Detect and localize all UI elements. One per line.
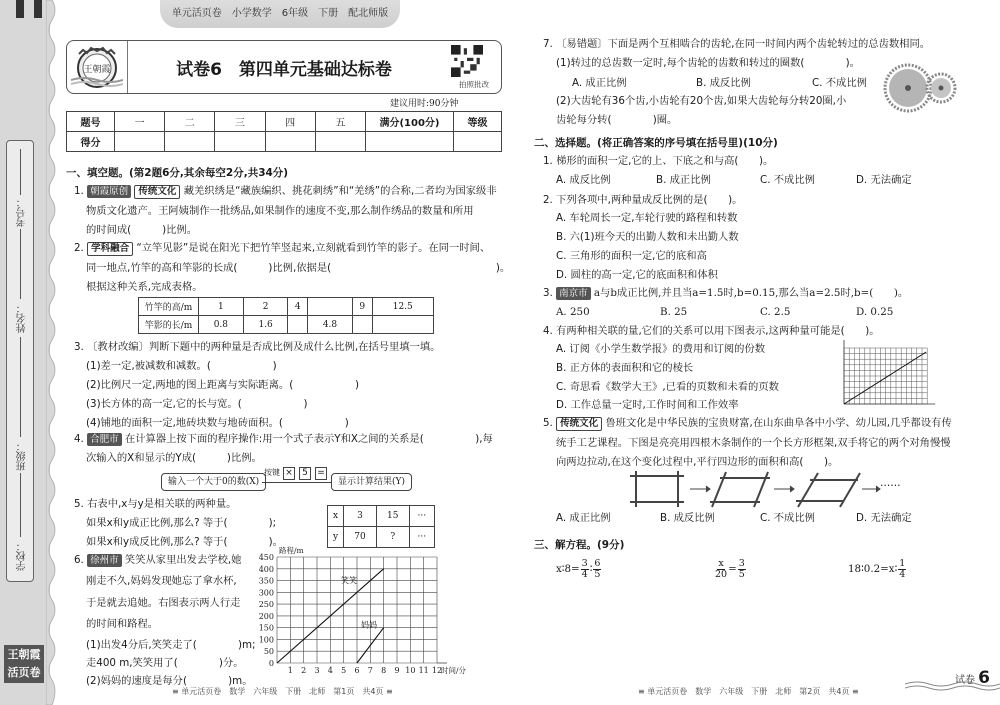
- question-text: 物质文化遗产。王阿姨制作一批绣品,如果制作的速度不变,那么制作绣品的数量和所用: [86, 205, 474, 217]
- five-key[interactable]: 5: [299, 467, 311, 480]
- sub-question: (3)长方体的高一定,它的长与宽。( ): [86, 398, 308, 410]
- question-text: 的时间成( )比例。: [86, 224, 198, 236]
- frame-deformation-diagram: [626, 470, 886, 508]
- option-c[interactable]: C. 奇思看《数学大王》,已看的页数和未看的页数: [556, 381, 779, 393]
- rectangle-frame: [630, 471, 684, 507]
- table-cell: 0.8: [199, 316, 244, 334]
- question-text: 向两边拉动,在这个变化过程中,平行四边形的面积和高( )。: [556, 456, 839, 468]
- x-tick-label: 2: [301, 666, 307, 675]
- option-d[interactable]: D. 0.25: [856, 306, 894, 318]
- option-d[interactable]: D. 无法确定: [856, 174, 912, 186]
- exam-no-field[interactable]: [20, 149, 21, 195]
- source-badge: 徐州市: [87, 554, 122, 567]
- question-text: 〔易错题〕下面是两个互相啮合的齿轮,在同一时间内两个齿轮转过的总齿数相同。: [556, 38, 931, 50]
- page-footer-right: ≡ 单元活页卷 数学 六年级 下册 北师 第2页 共4页 ≡: [638, 687, 859, 696]
- x-tick-label: 10: [405, 666, 416, 675]
- table-cell-blank[interactable]: [308, 298, 353, 316]
- question-text: 同一地点,竹竿的高和竿影的长成( )比例,依据是( )。: [86, 262, 511, 274]
- arrow-icon: [690, 486, 710, 492]
- question-text: 2. 下列各项中,两种量成反比例的是( )。: [543, 194, 743, 206]
- equals-key[interactable]: =: [315, 467, 327, 480]
- score-table-cell: 得分: [67, 132, 115, 152]
- fraction: [581, 559, 589, 580]
- question-text: 4. 有两种相关联的量,它们的关系可以用下图表示,这两种量可能是( )。: [543, 325, 880, 337]
- y-tick-label: 200: [258, 611, 274, 621]
- svg-text:王朝霞: 王朝霞: [83, 65, 111, 75]
- series-label: 笑笑: [341, 575, 357, 585]
- calc-output-box: 显示计算结果(Y): [331, 473, 412, 491]
- option-d[interactable]: D. 圆柱的高一定,它的底面积和体积: [556, 269, 718, 281]
- topic-badge: 学科融合: [87, 242, 133, 256]
- question-number: 5.: [543, 417, 553, 429]
- denominator: 5: [594, 568, 601, 580]
- score-input[interactable]: [454, 132, 502, 152]
- eq-text: x∶8=: [556, 563, 580, 575]
- numerator: 6: [594, 557, 601, 569]
- score-table-row: [67, 132, 502, 152]
- time-hint: 建议用时:90分钟: [390, 99, 459, 109]
- exam-title: 试卷6 第四单元基础达标卷: [176, 60, 392, 80]
- question-text: 于是就去追她。右图表示两人行走: [86, 597, 241, 609]
- brand-line-2: 活页卷: [7, 666, 41, 679]
- calc-input-box: 输入一个大于0的数(X): [161, 473, 266, 491]
- x-tick-label: 5: [341, 666, 347, 675]
- chart-grid: [277, 557, 447, 663]
- flow-line: [262, 482, 332, 483]
- source-badge: 朝霞原创: [87, 185, 131, 198]
- y-tick-label: 50: [263, 647, 274, 657]
- key-label: 按键: [264, 468, 280, 477]
- bamboo-shadow-table: [138, 297, 434, 334]
- y-axis-label: 路程/m: [279, 546, 304, 555]
- question-number: 4.: [74, 433, 84, 445]
- option-a[interactable]: A. 成正比例: [556, 512, 611, 524]
- x-axis-label: 时间/分: [441, 666, 467, 675]
- arrow-icon: [774, 486, 794, 492]
- equation-3: [848, 556, 907, 582]
- publisher-logo-icon: [71, 44, 123, 90]
- table-cell: 4: [288, 298, 308, 316]
- y-tick-label: 400: [258, 564, 274, 574]
- denominator: 4: [581, 568, 588, 580]
- question-number: 3.: [543, 287, 553, 299]
- question-text: 如果x和y成正比例,那么? 等于( );: [86, 517, 277, 529]
- parallelogram-frame: [796, 473, 860, 507]
- numerator: 3: [581, 557, 588, 569]
- question-number: 7.: [543, 38, 553, 50]
- table-cell: 9: [352, 298, 372, 316]
- arrow-icon: [862, 486, 880, 492]
- option-b[interactable]: B. 正方体的表面积和它的棱长: [556, 362, 694, 374]
- question-number: 1.: [74, 185, 84, 197]
- sub-question: (2)妈妈的速度是每分( )m。: [86, 675, 253, 687]
- question-text: “立竿见影”是说在阳光下把竹竿竖起来,立刻就看到竹竿的影子。在同一时间、: [136, 242, 491, 254]
- x-tick-label: 6: [354, 666, 360, 675]
- option-b[interactable]: B. 六(1)班今天的出勤人数和未出勤人数: [556, 231, 739, 243]
- name-label: 姓名：: [17, 303, 28, 333]
- y-tick-label: 0: [268, 659, 274, 668]
- option-b[interactable]: B. 成反比例: [696, 77, 751, 89]
- strip-tab: [16, 0, 24, 18]
- question-text: 齿轮每分转( )圈。: [556, 114, 678, 126]
- section-1-heading: 一、填空题。(第2题6分,其余每空2分,共34分): [66, 167, 289, 179]
- xy-table: [327, 505, 435, 548]
- table-cell: y: [328, 527, 344, 548]
- score-input[interactable]: [265, 132, 315, 152]
- table-cell: 1.6: [243, 316, 288, 334]
- question-text: 〔教材改编〕判断下题中的两种量是否成比例及成什么比例,在括号里填一填。: [87, 341, 441, 353]
- question-text: 的时间和路程。: [86, 618, 159, 630]
- table-cell-blank[interactable]: [352, 316, 372, 334]
- question-5: [74, 497, 236, 511]
- table-cell: 15: [376, 506, 409, 527]
- wavy-edge: [46, 0, 58, 705]
- question-5-choice: [543, 416, 952, 431]
- brand-tag: [4, 645, 44, 683]
- fraction: [715, 559, 727, 580]
- table-row: [328, 506, 435, 527]
- y-tick-label: 100: [258, 635, 274, 645]
- numerator: 3: [738, 557, 745, 569]
- denominator: 4: [899, 568, 906, 580]
- name-field[interactable]: [20, 229, 21, 299]
- school-field[interactable]: [20, 473, 21, 537]
- distance-time-chart: [253, 545, 507, 675]
- option-c[interactable]: C. 三角形的面积一定,它的底和高: [556, 250, 707, 262]
- option-c[interactable]: C. 2.5: [760, 306, 791, 318]
- score-input[interactable]: [215, 132, 265, 152]
- proportion-graph: [840, 338, 940, 408]
- option-a[interactable]: A. 车轮周长一定,车轮行驶的路程和转数: [556, 212, 738, 224]
- score-input[interactable]: [315, 132, 365, 152]
- y-tick-label: 300: [258, 588, 274, 598]
- title-box: [66, 40, 502, 94]
- question-number: 6.: [74, 554, 84, 566]
- option-d[interactable]: D. 无法确定: [856, 512, 912, 524]
- question-number: 2.: [74, 242, 84, 254]
- option-d[interactable]: D. 工作总量一定时,工作时间和工作效率: [556, 399, 739, 411]
- table-row: [139, 298, 434, 316]
- class-label: 班级：: [17, 441, 28, 471]
- question-text: 如果x和y成反比例,那么? 等于( )。: [86, 536, 283, 548]
- table-cell: ···: [409, 506, 434, 527]
- x-tick-label: 1: [287, 666, 293, 675]
- table-cell-blank[interactable]: [372, 316, 433, 334]
- ellipsis: ……: [880, 477, 901, 489]
- equation-1: [556, 556, 602, 582]
- banner-text: 单元活页卷 小学数学 6年级 下册 配北师版: [171, 8, 389, 19]
- score-table-cell: 题号: [67, 112, 115, 132]
- x-tick-label: 11: [418, 666, 429, 675]
- multiply-key[interactable]: ×: [283, 467, 295, 480]
- table-cell: 4.8: [308, 316, 353, 334]
- sub-question: (1)转过的总齿数一定时,每个齿轮的齿数和转过的圈数( )。: [556, 57, 860, 69]
- table-cell: 70: [344, 527, 377, 548]
- x-tick-label: 7: [367, 666, 373, 675]
- qr-code-icon[interactable]: [451, 45, 483, 77]
- strip-tab: [34, 0, 42, 18]
- question-text: 在计算器上按下面的程序操作:用一个式子表示Y和X之间的关系是( ),每: [124, 433, 493, 445]
- fraction: [593, 559, 601, 580]
- question-6: [74, 553, 241, 567]
- parallelogram-frame: [710, 472, 770, 507]
- school-label: 学校：: [17, 541, 28, 571]
- score-table-cell: 二: [165, 112, 215, 132]
- question-text: 藏羌织绣是“藏族编织、挑花刺绣”和“羌绣”的合称,二者均为国家级非: [183, 185, 497, 197]
- topic-badge: 传统文化: [556, 417, 602, 431]
- score-table-cell: 一: [115, 112, 165, 132]
- x-tick-label: 4: [327, 666, 333, 675]
- x-tick-label: 12: [431, 666, 443, 675]
- x-tick-label: 3: [314, 666, 320, 675]
- score-table-cell: 四: [265, 112, 315, 132]
- option-b[interactable]: B. 成正比例: [656, 174, 711, 186]
- score-table-cell: 满分(100分): [366, 112, 454, 132]
- page-footer-left: ≡ 单元活页卷 数学 六年级 下册 北师 第1页 共4页 ≡: [172, 687, 393, 696]
- table-cell: x: [328, 506, 344, 527]
- sub-question: (2)大齿轮有36个齿,小齿轮有20个齿,如果大齿轮每分转20圈,小: [556, 95, 847, 107]
- top-banner: [160, 0, 400, 28]
- eq-text: =: [728, 563, 737, 575]
- table-cell: 12.5: [372, 298, 433, 316]
- y-tick-label: 450: [258, 553, 274, 562]
- eq-text: 18∶0.2=x∶: [848, 563, 898, 575]
- option-a[interactable]: A. 250: [556, 306, 590, 318]
- table-row: [139, 316, 434, 334]
- class-field[interactable]: [20, 337, 21, 437]
- score-input[interactable]: [165, 132, 215, 152]
- fraction: [738, 559, 746, 580]
- question-4: [74, 432, 493, 446]
- option-b[interactable]: B. 25: [660, 306, 688, 318]
- student-info-box: [6, 140, 34, 582]
- table-cell: 2: [243, 298, 288, 316]
- source-badge: 合肥市: [87, 433, 122, 446]
- question-1: [74, 184, 497, 199]
- exam-tag-number: 6: [978, 668, 990, 688]
- exam-tag-label: 试卷: [954, 675, 975, 686]
- question-text: 根据这种关系,完成表格。: [86, 281, 203, 293]
- y-tick-label: 250: [258, 600, 274, 610]
- question-text: 次输入的X和显示的Y成( )比例。: [86, 452, 262, 464]
- option-b[interactable]: B. 成反比例: [660, 512, 715, 524]
- denominator: 5: [738, 568, 745, 580]
- table-cell: 3: [344, 506, 377, 527]
- option-c[interactable]: C. 不成比例: [812, 77, 867, 89]
- y-tick-label: 150: [258, 623, 274, 633]
- question-text: 刚走不久,妈妈发现她忘了拿水杯,: [86, 575, 237, 587]
- numerator: x: [718, 557, 724, 569]
- table-cell: 竿影的长/m: [139, 316, 199, 334]
- table-cell: ···: [409, 527, 434, 548]
- table-cell: 1: [199, 298, 244, 316]
- fraction: [898, 559, 906, 580]
- section-3-heading: 三、解方程。(9分): [534, 539, 625, 551]
- y-tick-label: 350: [258, 576, 274, 586]
- topic-badge: 传统文化: [134, 185, 180, 199]
- score-input[interactable]: [115, 132, 165, 152]
- option-a[interactable]: A. 订阅《小学生数学报》的费用和订阅的份数: [556, 343, 766, 355]
- question-text: 1. 梯形的面积一定,它的上、下底之和与高( )。: [543, 155, 774, 167]
- question-number: 5.: [74, 498, 84, 510]
- source-badge: 南京市: [556, 287, 591, 300]
- section-2-heading: 二、选择题。(将正确答案的序号填在括号里)(10分): [534, 137, 778, 149]
- option-c[interactable]: C. 不成比例: [760, 512, 815, 524]
- question-text: 统手工艺课程。下图是亮亮用四根木条制作的一个长方形框架,双手将它的两个对角慢慢: [556, 437, 951, 449]
- sub-question: (1)差一定,被减数和减数。( ): [86, 360, 277, 372]
- qr-label: 拍照批改: [459, 80, 489, 89]
- question-2: [74, 241, 490, 256]
- score-input[interactable]: [366, 132, 454, 152]
- question-3-choice: [543, 286, 908, 300]
- sub-question: (1)出发4分后,笑笑走了( )m;: [86, 639, 256, 651]
- option-c[interactable]: C. 不成比例: [760, 174, 815, 186]
- denominator: 20: [715, 568, 728, 580]
- x-tick-label: 8: [381, 666, 387, 675]
- question-number: 3.: [74, 341, 84, 353]
- option-a[interactable]: A. 成反比例: [556, 174, 611, 186]
- wave-decoration-icon: [905, 678, 1000, 692]
- table-cell-blank[interactable]: [288, 316, 308, 334]
- brand-line-1: 王朝霞: [7, 648, 41, 661]
- exam-no-label: 考号：: [17, 197, 28, 227]
- score-table-header-row: [67, 112, 502, 132]
- question-3: [74, 340, 440, 354]
- series-label: 妈妈: [361, 620, 377, 630]
- question-text: 右表中,x与y是相关联的两种量。: [87, 498, 237, 510]
- numerator: 1: [899, 557, 906, 569]
- gears-icon: [882, 62, 958, 114]
- score-table: [66, 111, 502, 152]
- score-table-cell: 三: [215, 112, 265, 132]
- equation-2: [714, 556, 747, 582]
- question-text: 笑笑从家里出发去学校,她: [124, 554, 242, 566]
- sub-question: (4)铺地的面积一定,地砖块数与地砖面积。( ): [86, 417, 349, 429]
- question-text: 鲁班文化是中华民族的宝贵财富,在山东曲阜各中小学、幼儿园,几乎都设有传: [605, 417, 952, 429]
- question-7: [543, 37, 930, 51]
- table-cell: 竹竿的高/m: [139, 298, 199, 316]
- x-tick-label: 9: [394, 666, 400, 675]
- score-table-cell: 五: [315, 112, 365, 132]
- question-text: a与b成正比例,并且当a=1.5时,b=0.15,那么当a=2.5时,b=( )。: [593, 287, 909, 299]
- option-a[interactable]: A. 成正比例: [572, 77, 627, 89]
- score-table-cell: 等级: [454, 112, 502, 132]
- sub-question: 走400 m,笑笑用了( )分。: [86, 657, 244, 669]
- eq-text: ∶: [589, 563, 593, 575]
- proportion-line: [844, 352, 926, 404]
- sub-question: (2)比例尺一定,两地的图上距离与实际距离。( ): [86, 379, 360, 391]
- table-cell: ?: [376, 527, 409, 548]
